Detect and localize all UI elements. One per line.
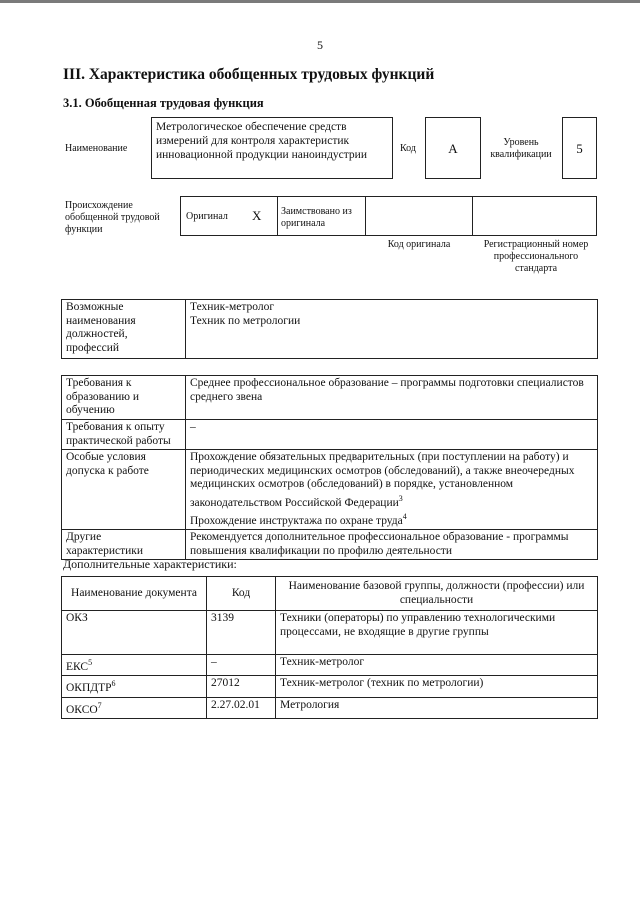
requirements-table: [61, 375, 598, 560]
row-name: Техник-метролог (техник по метрологии): [276, 676, 598, 697]
row-doc: ЕКС$^5$: [62, 655, 207, 676]
col-header-code: Код: [207, 577, 276, 611]
footnote-6: 6: [111, 679, 116, 689]
origin-box: [180, 196, 597, 236]
col-header-doc: Наименование документа: [62, 577, 207, 611]
original-mark: X: [252, 208, 262, 223]
level-label: Уровень квалификации: [490, 137, 552, 160]
additional-title: Дополнительные характеристики:: [63, 557, 237, 571]
footnote-7: 7: [97, 700, 102, 710]
req-experience-label: Требования к опыту практической работы: [62, 420, 186, 450]
original-label: Оригинал: [186, 211, 228, 222]
position-2: Техник по метрологии: [190, 314, 301, 327]
reg-number-caption: Регистрационный номер профессионального стандарта: [483, 239, 589, 274]
section-title: III. Характеристика обобщенных трудовых функций: [63, 66, 435, 83]
col-header-name: Наименование базовой группы, должности (профессии) или специальности: [276, 577, 598, 611]
position-1: Техник-метролог: [190, 301, 275, 313]
req-other-value: Рекомендуется дополнительное профессиональное образование - программы повышения квалификации по профилю деятельности: [186, 530, 598, 560]
footnote-3: 3: [398, 493, 403, 503]
row-code: –: [207, 655, 276, 676]
req-education-label: Требования к образованию и обучению: [62, 376, 186, 420]
row-name: Метрология: [276, 697, 598, 718]
name-label: Наименование: [65, 143, 128, 154]
additional-table: [61, 576, 598, 719]
origin-label: Происхождение обобщенной трудовой функции: [65, 200, 160, 235]
row-code: 27012: [207, 676, 276, 697]
name-value: Метрологическое обеспечение средств измерений для контроля характеристик инновационной продукции наноиндустрии: [151, 117, 393, 179]
req-conditions-text: Прохождение обязательных предварительных (при поступлении на работу) и периодических медицинских осмотров (обследований), а также внеочередных медицинских осмотров (обследований) в порядке, установленном законодательством Российской Федерации: [190, 451, 575, 509]
row-code: 2.27.02.01: [207, 697, 276, 718]
row-doc: ОКПДТР$^6$: [62, 676, 207, 697]
subsection-title: 3.1. Обобщенная трудовая функция: [63, 96, 264, 110]
table-row: [62, 676, 598, 697]
positions-values: [186, 300, 598, 359]
code-value: A: [425, 117, 481, 179]
code-label: Код: [400, 143, 416, 154]
req-experience-value: –: [186, 420, 598, 450]
code-original-caption: Код оригинала: [387, 239, 451, 250]
req-conditions-text-2: Прохождение инструктажа по охране труда: [190, 514, 403, 527]
positions-label: Возможные наименования должностей, профессий: [62, 300, 186, 359]
level-value: 5: [562, 117, 597, 179]
positions-table: [61, 299, 598, 359]
page-number: 5: [317, 38, 323, 52]
row-doc: ОКСО$^7$: [62, 697, 207, 718]
footnote-4: 4: [402, 511, 407, 521]
table-row: [62, 697, 598, 718]
req-other-label: Другие характеристики: [62, 530, 186, 560]
borrowed-label: Заимствовано из оригинала: [281, 206, 352, 229]
footnote-5: 5: [88, 658, 93, 667]
table-row: [62, 611, 598, 655]
scan-edge: [0, 0, 640, 3]
row-doc: ОКЗ: [62, 611, 207, 655]
req-education-value: Среднее профессиональное образование – программы подготовки специалистов среднего звена: [186, 376, 598, 420]
origin-divider-3: [472, 196, 473, 236]
req-conditions-value: [186, 450, 598, 530]
table-row: [62, 655, 598, 676]
origin-divider-1: [277, 196, 278, 236]
row-code: 3139: [207, 611, 276, 655]
row-name: Техник-метролог: [276, 655, 598, 676]
req-conditions-label: Особые условия допуска к работе: [62, 450, 186, 530]
row-name: Техники (операторы) по управлению технологическими процессами, не входящие в другие группы: [276, 611, 598, 655]
origin-divider-2: [365, 196, 366, 236]
